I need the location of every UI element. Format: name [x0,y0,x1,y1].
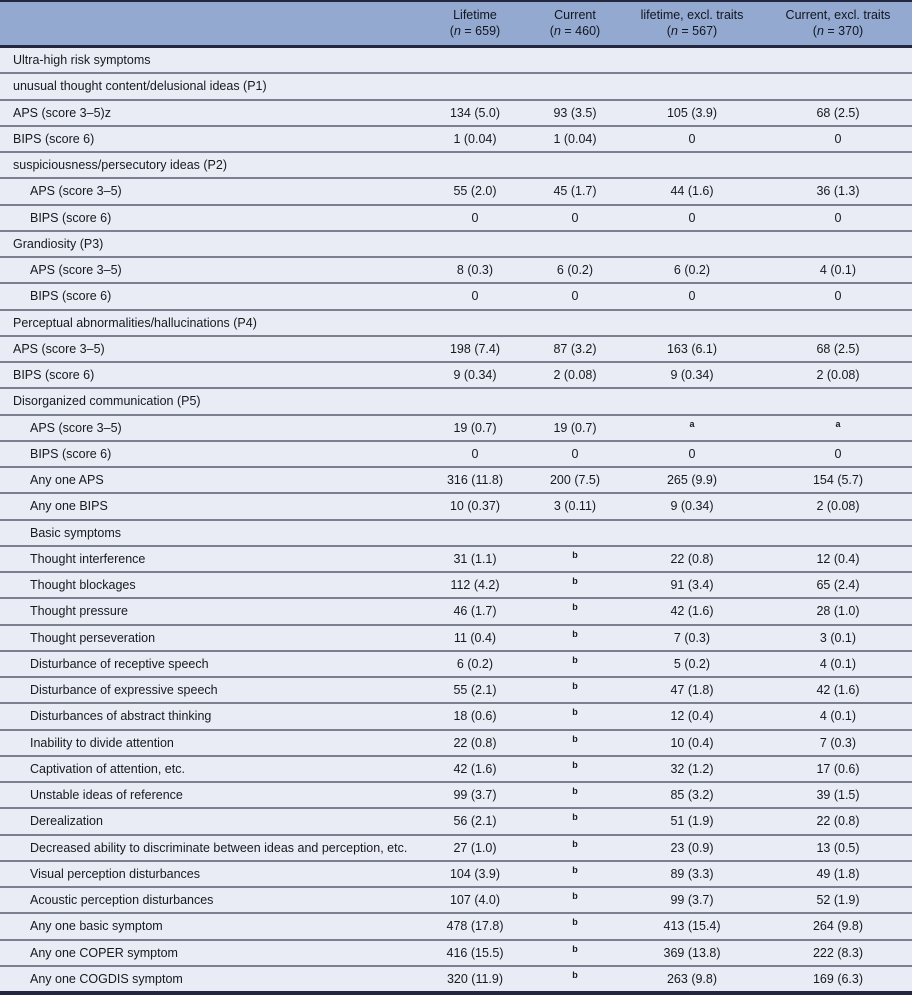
column-title: lifetime, excl. traits [640,7,744,22]
cell-lifetime: 18 (0.6) [453,709,497,724]
cell-current-excl-traits: 36 (1.3) [816,184,860,199]
cell-lifetime-excl-traits: 0 [688,131,696,146]
column-title: Current [554,7,596,22]
cell-lifetime: 22 (0.8) [453,735,497,750]
row-label: Captivation of attention, etc. [30,761,185,776]
footnote-marker: b [572,733,578,744]
row-label: APS (score 3–5) [30,420,122,435]
table-row [0,650,912,676]
row-label: Any one basic symptom [30,919,163,934]
cell-lifetime: 11 (0.4) [453,630,497,645]
row-label: Any one COPER symptom [30,945,178,960]
table-row [0,256,912,282]
row-label: Any one APS [30,473,104,488]
row-label: BIPS (score 6) [30,210,112,225]
cell-current-excl-traits: 154 (5.7) [812,473,864,488]
footnote-marker: b [572,812,578,823]
cell-lifetime: 107 (4.0) [449,893,501,908]
table-row [0,702,912,728]
cell-current-excl-traits: 68 (2.5) [816,341,860,356]
cell-lifetime: 316 (11.8) [446,473,504,488]
table-row [0,48,912,72]
cell-current: 6 (0.2) [556,263,594,278]
cell-lifetime: 0 [471,289,479,304]
cell-current: 200 (7.5) [549,473,601,488]
footnote-marker: b [572,549,578,560]
cell-lifetime-excl-traits: 263 (9.8) [666,971,718,986]
cell-lifetime-excl-traits: 91 (3.4) [670,578,714,593]
cell-current [530,838,620,855]
table-row [0,571,912,597]
cell-lifetime-excl-traits: 5 (0.2) [673,656,711,671]
cell-current: 0 [571,446,579,461]
cell-lifetime-excl-traits: 89 (3.3) [670,866,714,881]
cell-lifetime-excl-traits: 12 (0.4) [670,709,714,724]
cell-lifetime-excl-traits: 99 (3.7) [670,893,714,908]
column-n-count: (n = 370) [812,24,864,39]
footnote-marker: b [572,917,578,928]
cell-lifetime: 416 (15.5) [446,945,504,960]
cell-current [530,654,620,671]
cell-current [530,864,620,881]
cell-lifetime-excl-traits: 163 (6.1) [666,341,718,356]
cell-current-excl-traits: 13 (0.5) [816,840,860,855]
cell-lifetime: 31 (1.1) [453,551,497,566]
cell-lifetime-excl-traits: 22 (0.8) [670,551,714,566]
table-row [0,912,912,938]
row-label: unusual thought content/delusional ideas (P1) [13,79,267,94]
cell-lifetime: 99 (3.7) [453,788,497,803]
cell-lifetime: 46 (1.7) [453,604,497,619]
cell-current: 3 (0.11) [553,499,597,514]
cell-current-excl-traits: 4 (0.1) [819,656,857,671]
cell-current-excl-traits: 0 [834,131,842,146]
table-row [0,387,912,413]
cell-current [530,890,620,907]
cell-current: 93 (3.5) [553,105,597,120]
cell-current [530,759,620,776]
footnote-marker: a [689,418,695,429]
cell-lifetime: 112 (4.2) [450,578,500,593]
cell-lifetime-excl-traits: 413 (15.4) [663,919,721,934]
cell-current-excl-traits: 4 (0.1) [819,709,857,724]
footnote-marker: b [572,785,578,796]
cell-current [530,709,620,723]
cell-lifetime: 8 (0.3) [456,263,494,278]
cell-current-excl-traits: 0 [834,446,842,461]
header-col-current-excl-traits [764,7,912,40]
row-label: Thought pressure [30,604,128,619]
table-row [0,361,912,387]
row-label: Visual perception disturbances [30,866,201,881]
cell-lifetime: 10 (0.37) [449,499,501,514]
table-row [0,965,912,991]
cell-lifetime-excl-traits: 47 (1.8) [670,683,714,698]
header-col-lifetime [420,7,530,40]
cell-current-excl-traits: 7 (0.3) [819,735,857,750]
cell-lifetime-excl-traits: 85 (3.2) [670,788,714,803]
cell-lifetime: 104 (3.9) [449,866,501,881]
cell-current-excl-traits [764,418,912,435]
cell-lifetime: 56 (2.1) [453,814,497,829]
table-row [0,466,912,492]
cell-current [530,549,620,566]
footnote-marker: a [835,418,841,429]
table-row [0,834,912,860]
table-row [0,440,912,466]
footnote-marker: b [572,628,578,639]
row-label: Perceptual abnormalities/hallucinations (P4) [13,315,257,330]
footnote-marker: b [572,890,578,901]
row-label: BIPS (score 6) [30,289,112,304]
cell-current-excl-traits: 222 (8.3) [812,945,864,960]
table-row [0,492,912,518]
table-row [0,204,912,230]
cell-lifetime-excl-traits: 105 (3.9) [666,105,718,120]
cell-lifetime: 55 (2.0) [453,184,497,199]
cell-lifetime: 198 (7.4) [449,341,501,356]
row-label: Disturbance of expressive speech [30,683,218,698]
cell-current-excl-traits: 52 (1.9) [816,893,860,908]
cell-lifetime-excl-traits: 7 (0.3) [673,630,711,645]
cell-current-excl-traits: 65 (2.4) [816,578,860,593]
cell-lifetime: 478 (17.8) [446,919,504,934]
cell-lifetime-excl-traits [620,418,764,435]
cell-lifetime: 0 [471,446,479,461]
cell-current-excl-traits: 28 (1.0) [816,604,860,619]
row-label: Grandiosity (P3) [13,236,104,251]
table-row [0,939,912,965]
cell-lifetime: 9 (0.34) [453,368,497,383]
row-label: Thought blockages [30,578,136,593]
footnote-marker: b [572,969,578,980]
footnote-marker: b [572,943,578,954]
cell-current [530,919,620,933]
cell-lifetime: 27 (1.0) [453,840,497,855]
cell-lifetime: 6 (0.2) [456,656,494,671]
cell-current-excl-traits: 0 [834,210,842,225]
cell-lifetime: 42 (1.6) [453,761,497,776]
cell-lifetime-excl-traits: 32 (1.2) [670,761,714,776]
column-n-count: (n = 567) [666,24,718,39]
cell-lifetime-excl-traits: 9 (0.34) [670,368,714,383]
row-label: Thought interference [30,551,146,566]
cell-lifetime-excl-traits: 42 (1.6) [670,604,714,619]
table-row [0,151,912,177]
cell-lifetime: 134 (5.0) [449,105,501,120]
table-row [0,624,912,650]
cell-lifetime-excl-traits: 0 [688,210,696,225]
cell-current [530,680,620,697]
cell-current [530,814,620,828]
table-row [0,886,912,912]
table-row [0,860,912,886]
cell-lifetime-excl-traits: 10 (0.4) [670,735,714,750]
cell-lifetime-excl-traits: 0 [688,446,696,461]
table-row [0,177,912,203]
cell-current: 2 (0.08) [553,368,597,383]
cell-lifetime: 1 (0.04) [453,131,497,146]
cell-current: 1 (0.04) [553,131,597,146]
row-label: Unstable ideas of reference [30,788,183,803]
table-row [0,309,912,335]
column-n-count: (n = 460) [549,24,601,39]
header-col-lifetime-excl-traits [620,7,764,40]
footnote-marker: b [572,759,578,770]
row-label: Basic symptoms [30,525,121,540]
cell-lifetime: 55 (2.1) [453,683,497,698]
row-label: APS (score 3–5)z [13,105,111,120]
table-row [0,729,912,755]
cell-current-excl-traits: 4 (0.1) [819,263,857,278]
table-body [0,48,912,991]
row-label: APS (score 3–5) [30,263,122,278]
cell-lifetime: 0 [471,210,479,225]
row-label: Disorganized communication (P5) [13,394,201,409]
cell-current-excl-traits: 169 (6.3) [812,971,864,986]
cell-current-excl-traits: 12 (0.4) [816,551,860,566]
cell-current-excl-traits: 49 (1.8) [816,866,860,881]
table-row [0,72,912,98]
cell-lifetime: 19 (0.7) [453,420,497,435]
cell-lifetime: 320 (11.9) [446,971,504,986]
cell-current-excl-traits: 264 (9.8) [812,919,864,934]
table-row [0,282,912,308]
footnote-marker: b [572,680,578,691]
row-label: Thought perseveration [30,630,156,645]
cell-current [530,604,620,618]
row-label: Acoustic perception disturbances [30,893,214,908]
cell-current: 87 (3.2) [553,341,597,356]
table-row [0,519,912,545]
cell-current-excl-traits: 17 (0.6) [816,761,860,776]
footnote-marker: b [572,838,578,849]
cell-lifetime-excl-traits: 0 [688,289,696,304]
table-row [0,755,912,781]
cell-current: 0 [571,289,579,304]
cell-lifetime-excl-traits: 369 (13.8) [663,945,721,960]
cell-current-excl-traits: 2 (0.08) [816,368,860,383]
cell-current [530,733,620,750]
table-row [0,230,912,256]
row-label: Disturbance of receptive speech [30,656,209,671]
table-row [0,676,912,702]
cell-current: 45 (1.7) [553,184,597,199]
row-label: Ultra-high risk symptoms [13,53,151,68]
cell-lifetime-excl-traits: 6 (0.2) [673,263,711,278]
row-label: BIPS (score 6) [13,368,95,383]
cell-current [530,628,620,645]
table-row [0,335,912,361]
cell-current: 0 [571,210,579,225]
row-label: BIPS (score 6) [30,446,112,461]
cell-lifetime-excl-traits: 51 (1.9) [670,814,714,829]
table-header-row [0,2,912,48]
row-label: Any one COGDIS symptom [30,971,183,986]
cell-current [530,785,620,802]
column-n-count: (n = 659) [449,24,501,39]
cell-current-excl-traits: 0 [834,289,842,304]
footnote-marker: b [572,575,578,586]
row-label: Inability to divide attention [30,735,174,750]
column-title: Current, excl. traits [785,7,891,22]
cell-current-excl-traits: 3 (0.1) [819,630,857,645]
footnote-marker: b [572,602,578,613]
cell-current-excl-traits: 39 (1.5) [816,788,860,803]
cell-lifetime-excl-traits: 265 (9.9) [666,473,718,488]
table-row [0,545,912,571]
row-label: APS (score 3–5) [30,184,122,199]
cell-lifetime-excl-traits: 44 (1.6) [670,184,714,199]
cell-current [530,969,620,986]
cell-current-excl-traits: 68 (2.5) [816,105,860,120]
row-label: Derealization [30,814,103,829]
cell-current-excl-traits: 2 (0.08) [816,499,860,514]
table-row [0,99,912,125]
cell-lifetime-excl-traits: 23 (0.9) [670,840,714,855]
cell-current [530,943,620,960]
table-row [0,597,912,623]
row-label: BIPS (score 6) [13,131,95,146]
row-label: Decreased ability to discriminate between ideas and perception, etc. [30,840,408,855]
row-label: Any one BIPS [30,499,108,514]
header-col-current [530,7,620,40]
column-title: Lifetime [453,7,497,22]
row-label: APS (score 3–5) [13,341,105,356]
footnote-marker: b [572,707,578,718]
cell-current-excl-traits: 22 (0.8) [816,814,860,829]
footnote-marker: b [572,864,578,875]
cell-current: 19 (0.7) [553,420,597,435]
row-label: Disturbances of abstract thinking [30,709,212,724]
table-row [0,414,912,440]
footnote-marker: b [572,654,578,665]
table-row [0,807,912,833]
cell-current [530,575,620,592]
cell-current-excl-traits: 42 (1.6) [816,683,860,698]
row-label: suspiciousness/persecutory ideas (P2) [13,158,227,173]
cell-lifetime-excl-traits: 9 (0.34) [670,499,714,514]
table-row [0,781,912,807]
table-row [0,125,912,151]
